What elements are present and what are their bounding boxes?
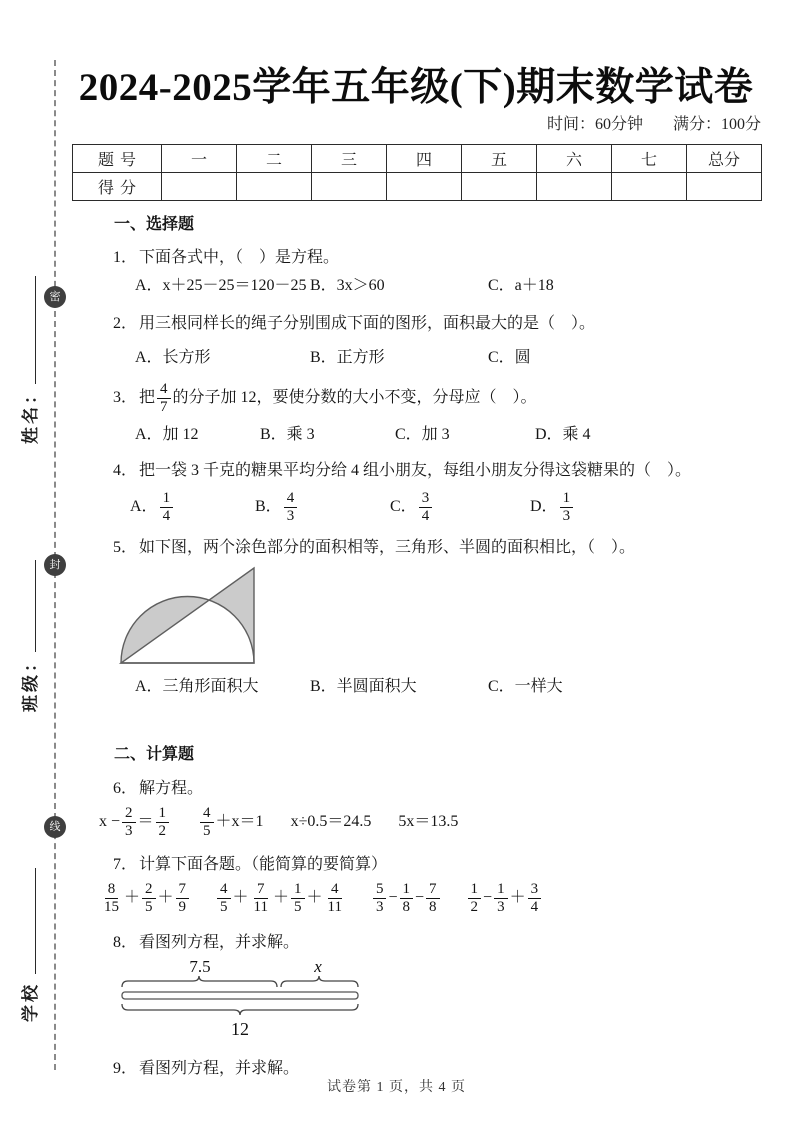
- score-header-cell: 二: [237, 145, 312, 173]
- question-3-options: [135, 424, 764, 446]
- question-number: 5．: [113, 539, 138, 557]
- left-top-brace: [122, 976, 277, 987]
- fraction: $\frac{8}{15}$: [104, 880, 119, 915]
- option-d: D．乘 4: [535, 425, 591, 443]
- seal-badge-xian: 线: [44, 816, 66, 838]
- option-c: C． $\frac{3}{4}$: [390, 490, 530, 525]
- question-stem: 看图列方程，并求解。: [139, 933, 300, 951]
- expression: $\frac{8}{15}$ ＋ $\frac{2}{5}$ ＋ $\frac{7}{9}$: [99, 881, 191, 916]
- option-c: C．一样大: [488, 677, 563, 695]
- score-header-cell: 四: [387, 145, 462, 173]
- score-cell-empty: [462, 173, 537, 201]
- score-header-cell: 五: [462, 145, 537, 173]
- equation: x − $\frac{2}{3}$ ＝ $\frac{1}{2}$: [99, 805, 171, 840]
- score-cell-empty: [312, 173, 387, 201]
- option-b: B．正方形: [310, 349, 385, 367]
- question-4: [113, 460, 764, 482]
- fraction: $\frac{3}{4}$: [419, 490, 433, 525]
- question-5-options: [135, 676, 764, 698]
- fraction: $\frac{1}{3}$: [494, 881, 508, 916]
- option-a: A． $\frac{1}{4}$: [130, 490, 255, 525]
- question-2-options: [135, 347, 764, 369]
- question-number: 1．: [113, 248, 138, 266]
- question-8: [113, 932, 764, 954]
- score-table-score-row: [73, 173, 762, 201]
- brace-label-12: 12: [231, 1019, 249, 1040]
- question-stem: 计算下面各题。（能简算的要简算）: [139, 856, 388, 874]
- question-stem: 看图列方程，并求解。: [139, 1060, 300, 1078]
- score-header-cell: 六: [537, 145, 612, 173]
- sidebar-name-field: [16, 276, 41, 444]
- score-cell-empty: [612, 173, 687, 201]
- fraction: $\frac{2}{3}$: [122, 805, 136, 840]
- question-stem: 如下图，两个涂色部分的面积相等，三角形、半圆的面积相比，（ ）。: [139, 539, 636, 557]
- question-7-expressions: [99, 881, 764, 916]
- question-7: [113, 854, 764, 876]
- footer-page-number: 试卷第 1 页，共 4 页: [327, 1080, 466, 1095]
- option-b: B．乘 3: [260, 425, 315, 443]
- option-a: A．加 12: [135, 425, 199, 443]
- semicircle-triangle-figure: [118, 565, 260, 668]
- fraction: $\frac{4}{5}$: [200, 805, 214, 840]
- class-blank-line: [21, 560, 36, 652]
- expression: $\frac{5}{3}$ − $\frac{1}{8}$ − $\frac{7}{8}$: [371, 881, 442, 916]
- fraction: $\frac{7}{8}$: [426, 881, 440, 916]
- fraction: $\frac{1}{2}$: [156, 805, 170, 840]
- fraction: $\frac{5}{3}$: [373, 881, 387, 916]
- equation: 5x＝13.5: [398, 813, 459, 831]
- fraction: $\frac{4}{11}$: [327, 880, 342, 915]
- expression: $\frac{4}{5}$ ＋ $\frac{7}{11}$ ＋ $\frac{1}{5}$ ＋ $\frac{4}{11}$: [215, 881, 347, 916]
- fraction: $\frac{1}{3}$: [560, 490, 574, 525]
- option-b: B．3x＞60: [310, 277, 385, 295]
- sidebar-class-field: [16, 560, 41, 712]
- option-d: D． $\frac{1}{3}$: [530, 490, 575, 525]
- question-number: 7．: [113, 856, 138, 874]
- fraction: $\frac{1}{8}$: [400, 881, 414, 916]
- seal-badge-feng: 封: [44, 554, 66, 576]
- brace-label-7-5: 7.5: [189, 957, 211, 977]
- question-number: 8．: [113, 933, 138, 951]
- score-table-header-row: [73, 145, 762, 173]
- option-a: A．x＋25－25＝120－25: [135, 277, 307, 295]
- option-c: C．a＋18: [488, 277, 554, 295]
- option-b: B． $\frac{4}{3}$: [255, 490, 390, 525]
- score-cell-empty: [387, 173, 462, 201]
- equation: $\frac{4}{5}$ ＋x＝1: [198, 805, 264, 840]
- score-header-cell: 七: [612, 145, 687, 173]
- fraction: $\frac{1}{5}$: [291, 881, 305, 916]
- question-number: 2．: [113, 314, 138, 332]
- school-label: 学校: [21, 982, 40, 1022]
- equation: x÷0.5＝24.5: [290, 813, 372, 831]
- question-4-options: [130, 490, 764, 525]
- fraction: $\frac{7}{11}$: [253, 880, 268, 915]
- sidebar-school-field: [16, 868, 41, 1022]
- fraction: $\frac{4}{3}$: [284, 490, 298, 525]
- option-a: A．长方形: [135, 349, 211, 367]
- exam-full-score: 满分：100分: [672, 116, 761, 133]
- fraction: $\frac{1}{4}$: [160, 490, 174, 525]
- score-cell-empty: [687, 173, 762, 201]
- score-header-cell: 三: [312, 145, 387, 173]
- question-stem: 解方程。: [139, 780, 204, 798]
- bottom-brace: [122, 1004, 358, 1015]
- question-stem: 下面各式中，（ ）是方程。: [139, 248, 340, 266]
- fraction: $\frac{7}{9}$: [176, 881, 190, 916]
- exam-body: [72, 212, 764, 1080]
- brace-label-x: x: [314, 957, 322, 977]
- question-number: 6．: [113, 780, 138, 798]
- question-2: [113, 313, 764, 335]
- question-number: 4．: [113, 462, 138, 480]
- score-row-label: 得分: [73, 173, 162, 201]
- question-stem: 用三根同样长的绳子分别围成下面的图形，面积最大的是（ ）。: [139, 314, 596, 332]
- question-stem: 把 $\frac{4}{7}$ 的分子加 12，要使分数的大小不变，分母应（ ）。: [139, 380, 537, 415]
- question-5: [113, 537, 764, 559]
- option-c: C．圆: [488, 349, 531, 367]
- question-stem: 把一袋 3 千克的糖果平均分给 4 组小朋友，每组小朋友分得这袋糖果的（ ）。: [139, 462, 692, 480]
- section-heading-choice: 一、选择题: [114, 216, 195, 233]
- score-header-cell: 题号: [73, 145, 162, 173]
- name-label: 姓名：: [21, 384, 40, 444]
- score-header-cell: 一: [162, 145, 237, 173]
- school-blank-line: [21, 868, 36, 974]
- fraction: $\frac{4}{5}$: [217, 881, 231, 916]
- question-3: [113, 381, 764, 416]
- option-c: C．加 3: [395, 425, 450, 443]
- seal-badge-mi: 密: [44, 286, 66, 308]
- exam-time: 时间：60分钟: [546, 116, 643, 133]
- bar-model-diagram: [118, 957, 378, 1045]
- option-b: B．半圆面积大: [310, 677, 417, 695]
- question-number: 3．: [113, 388, 138, 406]
- fraction: $\frac{3}{4}$: [528, 881, 542, 916]
- score-cell-empty: [162, 173, 237, 201]
- right-top-brace: [281, 976, 358, 987]
- section-heading-calculation: 二、计算题: [114, 745, 195, 763]
- page-title: 2024-2025学年五年级(下)期末数学试卷: [78, 66, 754, 109]
- question-number: 9．: [113, 1060, 138, 1078]
- score-header-cell: 总分: [687, 145, 762, 173]
- question-6-equations: [99, 805, 764, 840]
- score-table: [72, 144, 762, 201]
- name-blank-line: [21, 276, 36, 384]
- class-label: 班级：: [21, 652, 40, 712]
- question-1: [113, 247, 764, 269]
- question-6: [113, 778, 764, 800]
- fraction: $\frac{2}{5}$: [142, 881, 156, 916]
- score-cell-empty: [237, 173, 312, 201]
- fraction: $\frac{1}{2}$: [468, 881, 482, 916]
- question-1-options: [135, 275, 764, 297]
- expression: $\frac{1}{2}$ − $\frac{1}{3}$ ＋ $\frac{3}{4}$: [466, 881, 544, 916]
- quantity-bar: [122, 992, 358, 999]
- option-a: A．三角形面积大: [135, 677, 259, 695]
- score-cell-empty: [537, 173, 612, 201]
- exam-info: [547, 111, 761, 134]
- fraction: $\frac{4}{7}$: [157, 381, 171, 416]
